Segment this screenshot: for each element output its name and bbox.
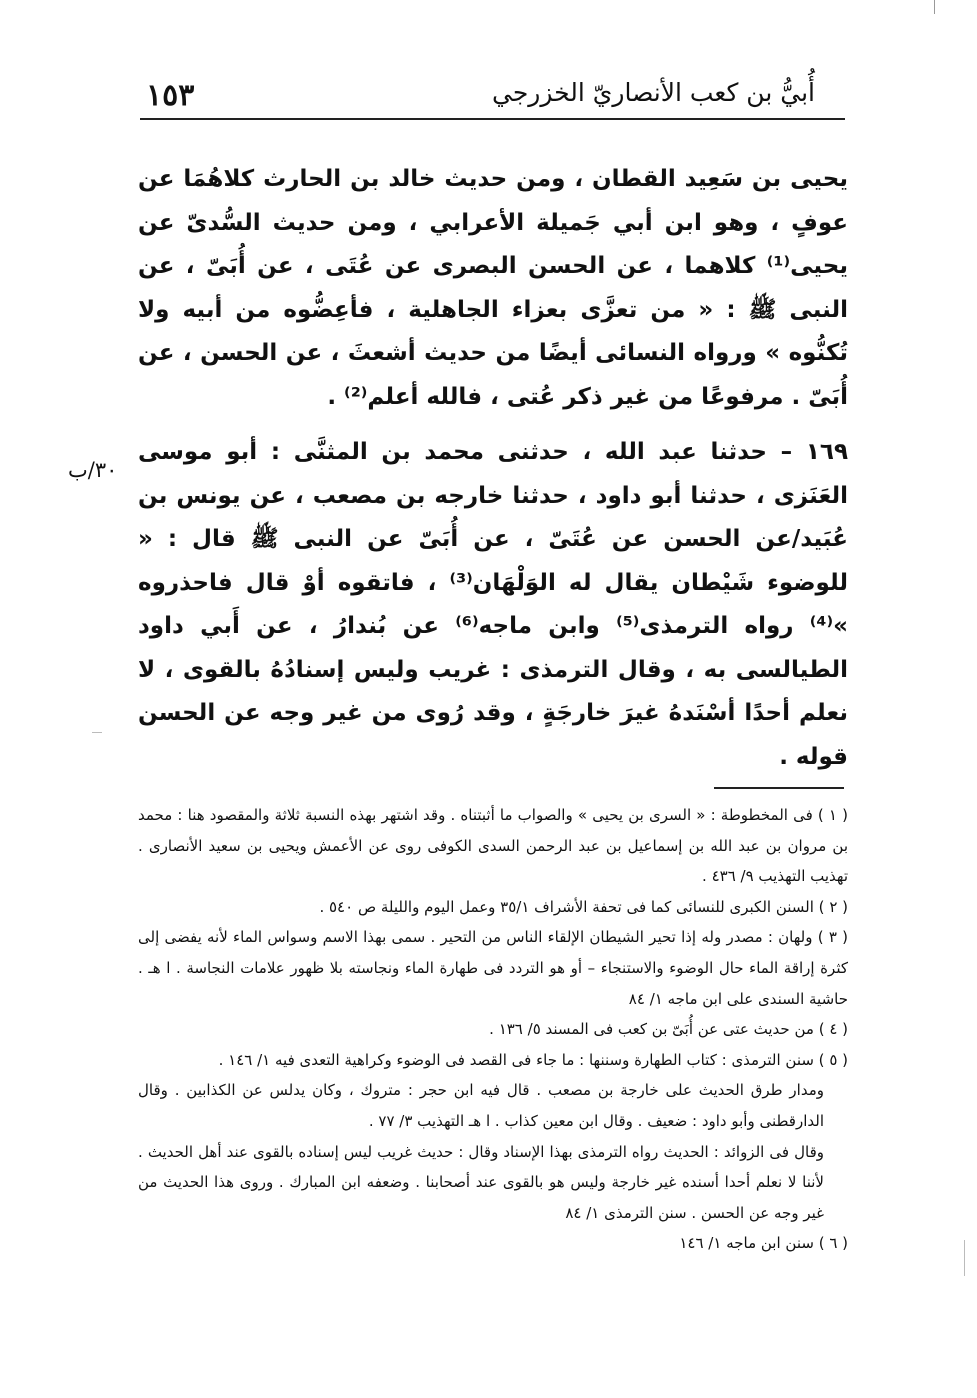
footnote-4: ( ٤ ) من حديث عتى عن أُبَىّ بن كعب فى المسند ٥/ ١٣٦ . bbox=[489, 1020, 848, 1039]
footnote-5: ( ٥ ) سنن الترمذى : كتاب الطهارة وسننها : ما جاء فى القصد فى الوضوء وكراهية التعدى فيه ١/ ١٤٦ . bbox=[218, 1050, 848, 1069]
main-paragraph: ١٦٩ – حدثنا عبد الله ، حدثنى محمد بن المثنَّى : أبو موسى العَنَزى ، حدثنا أبو داود ، حدثنا خارجه بن مصعب ، عن يونس بن عُبَيد/عن الحسن عن عُتَىّ ، عن أُبَىّ عن النبى ﷺ قال : « للوضوء شَيْطان يقال له الوَلْهَان⁽³⁾ ، فاتقوه أوْ قال فاحذروه »⁽⁴⁾ رواه الترمذى⁽⁵⁾ وابن ماجه⁽⁶⁾ عن بُندارُ ، عن أَبي داود الطيالسى به ، وقال الترمذى : غريب وليس إسنادُهُ بالقوى ، لا نعلم أحدًا أسْنَدهُ غيرَ خارجَةٍ ، وقد رُوى من غير وجه عن الحسن قوله . bbox=[138, 439, 848, 770]
running-title: أُبيُّ بن كعب الأنصاريّ الخزرجي bbox=[492, 78, 815, 107]
footnote-divider bbox=[714, 787, 844, 789]
main-text bbox=[138, 158, 848, 779]
scan-mark bbox=[92, 732, 102, 733]
footnote-2: ( ٢ ) السنن الكبرى للنسائى كما فى تحفة الأشراف ٣٥/١ وعمل اليوم والليلة ص ٥٤٠ . bbox=[319, 897, 848, 916]
main-paragraph: يحيى بن سَعِيد القطان ، ومن حديث خالد بن الحارث كلاهُمَا عن عوفٍ ، وهو ابن أبي جَميلة الأعرابي ، ومن حديث السُّدىّ عن يحيى⁽¹⁾ كلاهما ، عن الحسن البصرى عن عُتَى ، عن أُبَىّ ، عن النبى ﷺ : « من تعزَّى بعزاء الجاهلية ، فأعِضُّوه من أبيه ولا تُكنُّوه » ورواه النسائى أيضًا من حديث أشعثَ ، عن الحسن ، عن أُبَىّ . مرفوعًا من غير ذكر عُتى ، فالله أعلم⁽²⁾ . bbox=[138, 166, 848, 410]
scan-mark bbox=[934, 0, 935, 14]
page-header bbox=[140, 72, 845, 120]
footnote-6: ( ٦ ) سنن ابن ماجه ١/ ١٤٦ bbox=[679, 1234, 848, 1253]
page-number: ١٥٣ bbox=[146, 78, 195, 113]
footnote-3: ( ٣ ) ولهان : مصدر وله إذا تحير الشيطان الإلقاء الناس من التحير . سمى بهذا الاسم وسواس الماء لأنه يفضى إلى كثرة إراقة الماء حال الوضوء والاستنجاء – أو هو التردد فى طهارة الماء ونجاسته بلا ظهور علامات النجاسة . ا هـ . حاشية السندى على ابن ماجه ١/ ٨٤ bbox=[138, 928, 848, 1008]
footnote-1: ( ١ ) فى المخطوطة : « السرى بن يحيى » والصواب ما أثبتناه . وقد اشتهر بهذه النسبة ثلاثة والمقصود هنا : محمد بن مروان بن عبد الله بن إسماعيل بن عبد الرحمن السدى الكوفى روى عن الأعمش ويحيى بن سعيد الأنصارى . تهذيب التهذيب ٩/ ٤٣٦ . bbox=[138, 806, 848, 886]
margin-note: ٣٠/ب bbox=[68, 458, 118, 482]
scan-mark bbox=[964, 1240, 965, 1276]
footnote-5-continuation: وقال فى الزوائد : الحديث رواه الترمذى بهذا الإسناد وقال : حديث غريب ليس إسناده بالقوى عند أهل الحديث . لأننا لا نعلم أحدا أسنده غير خارجة وليس هو بالقوى عند أصحابنا . وضعفه ابن المبارك . وروى هذا الحديث من غير وجه عن الحسن . سنن الترمذى ١/ ٨٤ bbox=[138, 1142, 824, 1222]
footnotes bbox=[138, 800, 848, 1259]
footnote-5-continuation: ومدار طرق الحديث على خارجة بن مصعب . قال فيه ابن حجر : متروك ، وكان يدلس عن الكذابين . وقال الدارقطنى وأبو داود : ضعيف . وقال ابن معين كذاب . ا هـ التهذيب ٣/ ٧٧ . bbox=[138, 1081, 824, 1130]
